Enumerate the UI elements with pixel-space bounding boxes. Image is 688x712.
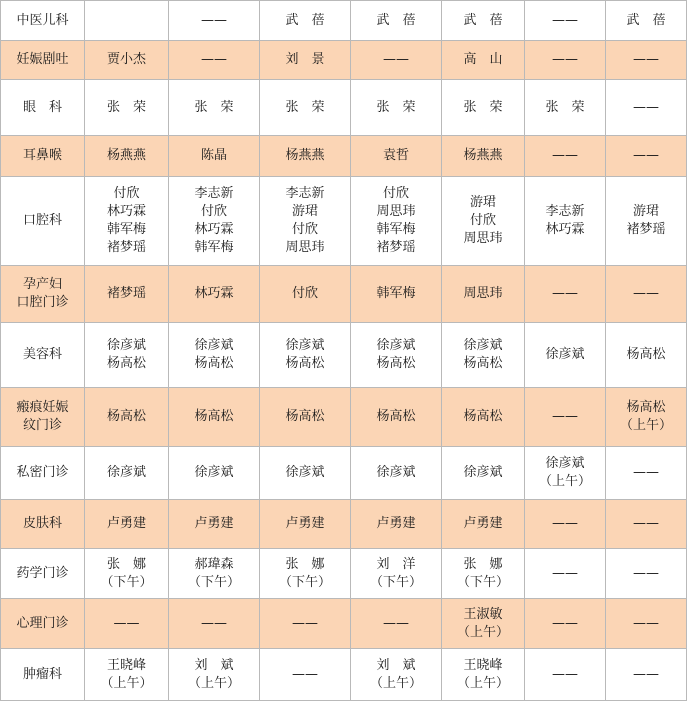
department-cell: 皮肤科: [1, 500, 85, 549]
doctor-cell: 郝瑋森 （下午）: [169, 549, 260, 599]
doctor-cell: 卢勇建: [442, 500, 525, 549]
doctor-cell: ——: [351, 599, 442, 649]
doctor-cell: 武 蓓: [260, 1, 351, 41]
schedule-row: [1, 266, 687, 323]
doctor-cell: 徐彦斌 杨高松: [169, 323, 260, 388]
doctor-cell: ——: [169, 41, 260, 80]
doctor-cell: 徐彦斌: [85, 447, 169, 500]
schedule-row: [1, 388, 687, 447]
doctor-cell: ——: [525, 1, 606, 41]
schedule-row: [1, 649, 687, 701]
doctor-cell: 张 荣: [260, 80, 351, 136]
doctor-cell: 卢勇建: [169, 500, 260, 549]
department-cell: 孕产妇 口腔门诊: [1, 266, 85, 323]
doctor-cell: 杨高松: [260, 388, 351, 447]
doctor-cell: ——: [525, 500, 606, 549]
doctor-cell: 徐彦斌 杨高松: [85, 323, 169, 388]
doctor-cell: 王晓峰 （上午）: [442, 649, 525, 701]
doctor-cell: ——: [260, 599, 351, 649]
doctor-cell: 张 娜 （下午）: [260, 549, 351, 599]
doctor-cell: 张 荣: [85, 80, 169, 136]
doctor-cell: 杨高松: [606, 323, 687, 388]
department-cell: 美容科: [1, 323, 85, 388]
doctor-cell: ——: [260, 649, 351, 701]
department-cell: 肿瘤科: [1, 649, 85, 701]
doctor-cell: 王晓峰 （上午）: [85, 649, 169, 701]
doctor-cell: ——: [525, 549, 606, 599]
schedule-row: [1, 41, 687, 80]
doctor-cell: 杨燕燕: [442, 136, 525, 177]
doctor-cell: 李志新 游珺 付欣 周思玮: [260, 177, 351, 266]
doctor-cell: 杨高松: [351, 388, 442, 447]
doctor-cell: 徐彦斌: [169, 447, 260, 500]
doctor-cell: 张 荣: [442, 80, 525, 136]
department-cell: 耳鼻喉: [1, 136, 85, 177]
doctor-cell: ——: [525, 649, 606, 701]
doctor-cell: 张 荣: [525, 80, 606, 136]
schedule-row: [1, 599, 687, 649]
doctor-cell: 徐彦斌: [260, 447, 351, 500]
department-cell: 中医儿科: [1, 1, 85, 41]
doctor-cell: 付欣 周思玮 韩军梅 褚梦瑶: [351, 177, 442, 266]
doctor-cell: 张 娜 （下午）: [442, 549, 525, 599]
doctor-cell: 周思玮: [442, 266, 525, 323]
doctor-cell: 杨燕燕: [260, 136, 351, 177]
doctor-cell: 徐彦斌 杨高松: [260, 323, 351, 388]
doctor-cell: 卢勇建: [351, 500, 442, 549]
doctor-cell: ——: [606, 549, 687, 599]
doctor-cell: ——: [606, 266, 687, 323]
doctor-cell: 付欣 林巧霖 韩军梅 褚梦瑶: [85, 177, 169, 266]
doctor-cell: 袁哲: [351, 136, 442, 177]
doctor-cell: 徐彦斌 杨高松: [442, 323, 525, 388]
schedule-row: [1, 1, 687, 41]
doctor-cell: ——: [525, 41, 606, 80]
doctor-cell: ——: [525, 599, 606, 649]
doctor-cell: [85, 1, 169, 41]
doctor-cell: 徐彦斌 杨高松: [351, 323, 442, 388]
doctor-cell: 杨高松: [442, 388, 525, 447]
doctor-cell: 徐彦斌: [525, 323, 606, 388]
department-cell: 口腔科: [1, 177, 85, 266]
doctor-cell: 卢勇建: [85, 500, 169, 549]
doctor-cell: 王淑敏 （上午）: [442, 599, 525, 649]
doctor-cell: 武 蓓: [442, 1, 525, 41]
doctor-cell: ——: [606, 649, 687, 701]
doctor-cell: ——: [606, 136, 687, 177]
doctor-cell: 游珺 付欣 周思玮: [442, 177, 525, 266]
doctor-cell: ——: [525, 266, 606, 323]
doctor-cell: 刘 斌 （上午）: [351, 649, 442, 701]
doctor-cell: ——: [606, 41, 687, 80]
doctor-cell: 付欣: [260, 266, 351, 323]
department-cell: 心理门诊: [1, 599, 85, 649]
doctor-cell: 刘 斌 （上午）: [169, 649, 260, 701]
doctor-cell: 韩军梅: [351, 266, 442, 323]
department-cell: 妊娠剧吐: [1, 41, 85, 80]
doctor-cell: 武 蓓: [351, 1, 442, 41]
department-cell: 药学门诊: [1, 549, 85, 599]
doctor-cell: 杨高松: [169, 388, 260, 447]
doctor-cell: 游珺 褚梦瑶: [606, 177, 687, 266]
doctor-cell: 刘 景: [260, 41, 351, 80]
doctor-cell: 张 荣: [169, 80, 260, 136]
doctor-cell: ——: [351, 41, 442, 80]
schedule-row: [1, 447, 687, 500]
department-cell: 瘢痕妊娠 纹门诊: [1, 388, 85, 447]
schedule-row: [1, 549, 687, 599]
doctor-cell: ——: [525, 388, 606, 447]
doctor-cell: 陈晶: [169, 136, 260, 177]
doctor-cell: 李志新 付欣 林巧霖 韩军梅: [169, 177, 260, 266]
schedule-row: [1, 80, 687, 136]
doctor-cell: ——: [606, 599, 687, 649]
doctor-cell: 李志新 林巧霖: [525, 177, 606, 266]
doctor-cell: 杨高松 （上午）: [606, 388, 687, 447]
schedule-row: [1, 323, 687, 388]
doctor-cell: 卢勇建: [260, 500, 351, 549]
doctor-cell: ——: [525, 136, 606, 177]
doctor-cell: 高 山: [442, 41, 525, 80]
doctor-cell: 徐彦斌: [351, 447, 442, 500]
schedule-row: [1, 177, 687, 266]
doctor-cell: 贾小杰: [85, 41, 169, 80]
doctor-cell: 林巧霖: [169, 266, 260, 323]
schedule-row: [1, 500, 687, 549]
department-cell: 眼 科: [1, 80, 85, 136]
doctor-cell: 张 娜 （下午）: [85, 549, 169, 599]
doctor-cell: 徐彦斌: [442, 447, 525, 500]
schedule-body: [1, 1, 687, 701]
doctor-cell: 杨燕燕: [85, 136, 169, 177]
doctor-cell: ——: [85, 599, 169, 649]
doctor-cell: ——: [606, 80, 687, 136]
doctor-cell: ——: [169, 599, 260, 649]
doctor-cell: 张 荣: [351, 80, 442, 136]
schedule-row: [1, 136, 687, 177]
doctor-cell: 武 蓓: [606, 1, 687, 41]
doctor-cell: 刘 洋 （下午）: [351, 549, 442, 599]
doctor-cell: 杨高松: [85, 388, 169, 447]
department-cell: 私密门诊: [1, 447, 85, 500]
doctor-cell: ——: [606, 500, 687, 549]
doctor-cell: 褚梦瑶: [85, 266, 169, 323]
doctor-cell: 徐彦斌 （上午）: [525, 447, 606, 500]
doctor-cell: ——: [169, 1, 260, 41]
doctor-cell: ——: [606, 447, 687, 500]
